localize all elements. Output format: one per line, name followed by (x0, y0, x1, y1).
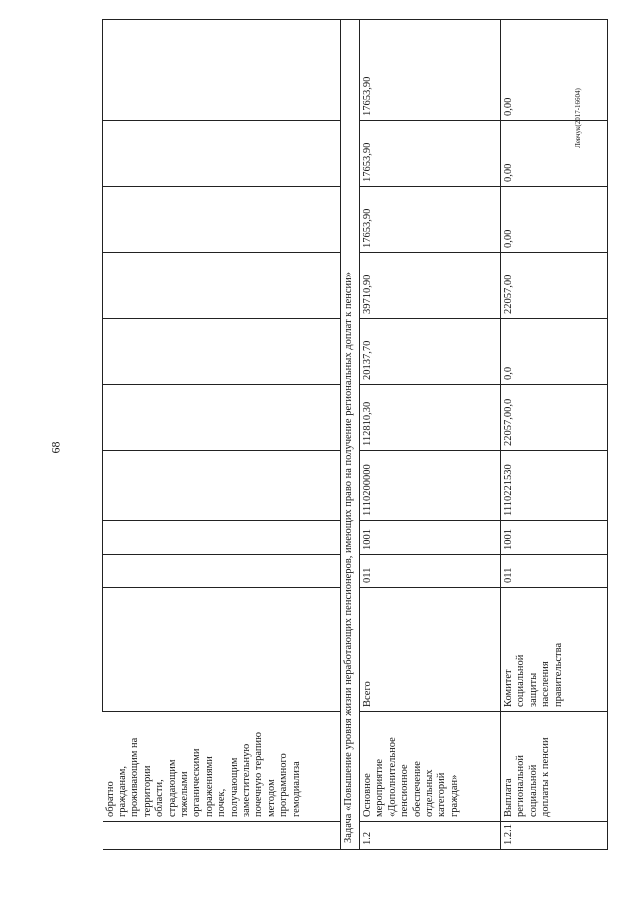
cell-csr (103, 451, 341, 521)
name-line: Выплата (503, 778, 514, 817)
name-line: «Дополнительное (386, 737, 398, 817)
cell-num (103, 822, 341, 850)
name-line: обратно (104, 781, 116, 817)
cell-grbs (103, 555, 341, 588)
name-line: региональной (515, 755, 527, 817)
budget-table (102, 19, 608, 850)
table-row-continuation (103, 20, 341, 850)
cell-year-5: 17653,90 (360, 20, 501, 121)
name-line: программного (278, 753, 290, 817)
name-line: получающим (228, 757, 240, 817)
cell-year-2: 22057,00 (501, 253, 608, 319)
name-line: категорий (436, 772, 448, 817)
table-row-1-2 (360, 20, 501, 850)
cell-executor (501, 588, 608, 712)
cell-name (501, 712, 608, 822)
cell-year-1: 0,0 (501, 319, 608, 385)
name-line: тяжелыми (178, 771, 190, 817)
name-line: заместительную (240, 743, 252, 817)
name-line: методом (265, 779, 277, 817)
cell-year-1: 20137,70 (360, 319, 501, 385)
task-heading: Задача «Повышение уровня жизни неработающих пенсионеров, имеющих право на получение региональных доплат к пенсии» (341, 20, 360, 850)
cell-year-3: 17653,90 (360, 187, 501, 253)
cell-total (103, 385, 341, 451)
name-line: почечную терапию (253, 732, 265, 817)
executor-line: правительства (552, 642, 564, 707)
cell-year-5: 0,00 (501, 20, 608, 121)
cell-rzpr: 1001 (360, 521, 501, 555)
cell-num: 1.2 (360, 822, 501, 850)
cell-year-1 (103, 319, 341, 385)
executor-line: социальной (515, 654, 527, 707)
cell-year-4: 0,00 (501, 121, 608, 187)
name-line: социальной (527, 764, 539, 817)
executor-line: защиты (527, 672, 539, 707)
cell-rzpr (103, 521, 341, 555)
page-number: 68 (48, 441, 63, 454)
cell-num: 1.2.1 (501, 822, 608, 850)
cell-year-2 (103, 253, 341, 319)
cell-grbs: 011 (501, 555, 608, 588)
cell-executor (360, 588, 501, 712)
name-line: области, (154, 779, 166, 817)
name-line: пенсионное (399, 764, 411, 817)
name-line: мероприятие (374, 759, 386, 817)
table-row-1-2-1 (501, 20, 608, 850)
name-line: доплаты к пенсии (540, 737, 552, 817)
name-line: почек, (216, 788, 228, 817)
name-line: поражениями (203, 756, 215, 817)
cell-csr: 1110221530 (501, 451, 608, 521)
name-line: органическими (191, 748, 203, 817)
cell-year-4 (103, 121, 341, 187)
name-line: страдающим (166, 759, 178, 817)
cell-total: 22057,00,0 (501, 385, 608, 451)
table-row-task (341, 20, 360, 850)
cell-year-2: 39710,90 (360, 253, 501, 319)
cell-name (360, 712, 501, 822)
name-line: проживающим на (129, 737, 141, 817)
executor-line: населения (540, 661, 552, 707)
executor-line: Комитет (503, 669, 514, 707)
name-line: граждан» (448, 774, 460, 817)
name-line: обеспечение (411, 761, 423, 817)
rotated-table-block (102, 20, 622, 850)
cell-grbs: 011 (360, 555, 501, 588)
executor-line: Всего (362, 681, 373, 707)
name-line: гемодиализа (290, 761, 302, 817)
cell-year-5 (103, 20, 341, 121)
name-line: отдельных (424, 769, 436, 817)
cell-year-4: 17653,90 (360, 121, 501, 187)
cell-rzpr: 1001 (501, 521, 608, 555)
cell-executor (103, 588, 341, 712)
name-line: гражданам, (116, 765, 128, 817)
document-code: Левчук(2017-16604) (574, 88, 582, 148)
cell-total: 112810,30 (360, 385, 501, 451)
cell-name (103, 712, 341, 822)
name-line: территории (141, 765, 153, 817)
cell-year-3: 0,00 (501, 187, 608, 253)
cell-csr: 1110200000 (360, 451, 501, 521)
cell-year-3 (103, 187, 341, 253)
name-line: Основное (362, 773, 373, 817)
